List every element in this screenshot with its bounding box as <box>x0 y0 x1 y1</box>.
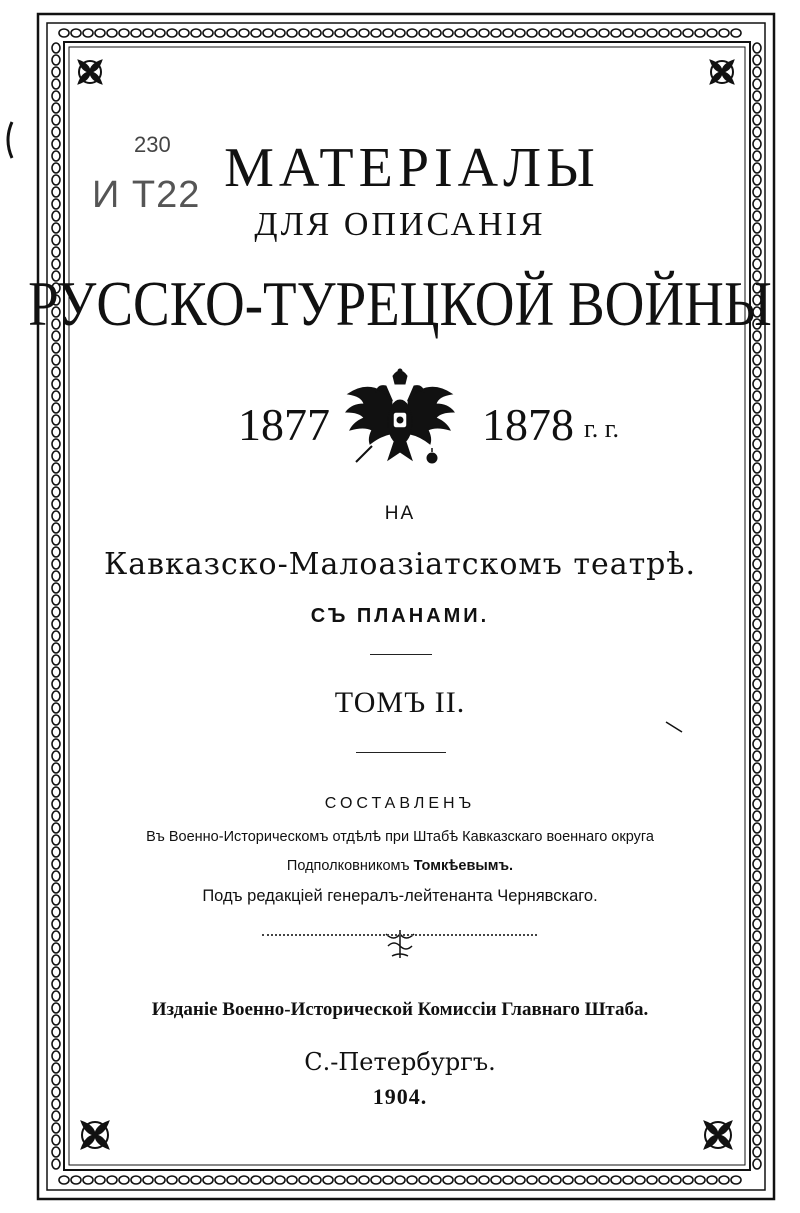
chain-link <box>753 1075 761 1085</box>
chain-link <box>52 403 60 413</box>
chain-link <box>753 751 761 761</box>
chain-link <box>753 127 761 137</box>
chain-link <box>52 259 60 269</box>
chain-link <box>203 1176 213 1184</box>
chain-link <box>753 259 761 269</box>
chain-link <box>731 1176 741 1184</box>
chain-link <box>52 955 60 965</box>
chain-link <box>659 1176 669 1184</box>
chain-link <box>71 29 81 37</box>
chain-link <box>143 1176 153 1184</box>
chain-link <box>753 403 761 413</box>
chain-link <box>753 391 761 401</box>
chain-link <box>107 29 117 37</box>
editor-line: Подъ редакціей генералъ-лейтенанта Чернявскаго. <box>202 887 598 905</box>
chain-link <box>753 1159 761 1169</box>
chain-link <box>287 29 297 37</box>
chain-link <box>753 475 761 485</box>
chain-link <box>52 931 60 941</box>
chain-link <box>635 29 645 37</box>
chain-link <box>527 1176 537 1184</box>
chain-link <box>52 1111 60 1121</box>
chain-link <box>52 463 60 473</box>
chain-link <box>753 907 761 917</box>
chain-link <box>59 29 69 37</box>
chain-link <box>179 1176 189 1184</box>
corner-ornament-top-left <box>78 60 102 84</box>
chain-link <box>335 29 345 37</box>
chain-link <box>515 1176 525 1184</box>
chain-link <box>623 29 633 37</box>
chain-link <box>683 29 693 37</box>
chain-link <box>52 55 60 65</box>
chain-link <box>753 763 761 773</box>
chain-link <box>323 1176 333 1184</box>
chain-link <box>52 415 60 425</box>
corner-ornament-bottom-left <box>81 1121 109 1149</box>
chain-link <box>719 29 729 37</box>
chain-link <box>753 1039 761 1049</box>
chain-link <box>753 451 761 461</box>
chain-link <box>753 727 761 737</box>
divider-2 <box>356 752 446 753</box>
chain-link <box>563 29 573 37</box>
divider-1 <box>370 654 432 655</box>
chain-link <box>371 1176 381 1184</box>
chain-link <box>263 29 273 37</box>
corner-ornament-bottom-right <box>704 1121 732 1149</box>
chain-link <box>95 29 105 37</box>
chain-link <box>407 29 417 37</box>
chain-link <box>155 29 165 37</box>
library-stamp-code: И Т22 <box>92 174 201 216</box>
chain-link <box>52 103 60 113</box>
chain-link <box>479 29 489 37</box>
chain-link <box>753 379 761 389</box>
chain-link <box>753 367 761 377</box>
corner-ornament-top-right <box>710 60 734 84</box>
chain-link <box>155 1176 165 1184</box>
chain-link <box>753 439 761 449</box>
chain-link <box>52 127 60 137</box>
chain-link <box>419 1176 429 1184</box>
chain-link <box>335 1176 345 1184</box>
chain-link <box>311 29 321 37</box>
chain-link <box>443 29 453 37</box>
chain-link <box>52 847 60 857</box>
chain-link <box>52 751 60 761</box>
chain-link <box>52 451 60 461</box>
double-headed-eagle-icon <box>346 369 454 463</box>
chain-link <box>753 1135 761 1145</box>
library-stamp-number: 230 <box>134 132 171 157</box>
chain-link <box>52 535 60 545</box>
chain-link <box>671 1176 681 1184</box>
chain-link <box>753 247 761 257</box>
chain-link <box>52 487 60 497</box>
chain-link <box>52 43 60 53</box>
compiled-heading: СОСТАВЛЕНЪ <box>324 795 476 812</box>
chain-link <box>753 91 761 101</box>
chain-link <box>52 115 60 125</box>
chain-link <box>587 29 597 37</box>
chain-link <box>599 29 609 37</box>
chain-link <box>52 775 60 785</box>
chain-link <box>311 1176 321 1184</box>
chain-link <box>179 29 189 37</box>
chain-link <box>695 1176 705 1184</box>
city: С.-Петербургъ. <box>304 1048 496 1076</box>
chain-link <box>527 29 537 37</box>
stray-mark <box>666 722 682 732</box>
year-end: 1878 <box>482 399 574 450</box>
chain-link <box>431 29 441 37</box>
chain-link <box>515 29 525 37</box>
chain-link <box>52 967 60 977</box>
chain-link <box>227 29 237 37</box>
chain-link <box>539 29 549 37</box>
title-subtitle: ДЛЯ ОПИСАНІЯ <box>254 206 546 243</box>
chain-link <box>753 427 761 437</box>
chain-link <box>503 1176 513 1184</box>
years-suffix: г. г. <box>584 414 619 443</box>
chain-link <box>753 583 761 593</box>
chain-link <box>753 523 761 533</box>
chain-link <box>753 1111 761 1121</box>
chain-link <box>71 1176 81 1184</box>
chain-link <box>52 1147 60 1157</box>
chain-link <box>707 29 717 37</box>
chain-link <box>347 1176 357 1184</box>
chain-link <box>299 1176 309 1184</box>
chain-link <box>611 29 621 37</box>
chain-link <box>695 29 705 37</box>
chain-link <box>753 919 761 929</box>
chain-link <box>52 91 60 101</box>
chain-link <box>263 1176 273 1184</box>
chain-link <box>275 1176 285 1184</box>
author-name: Томкѣевымъ. <box>413 858 514 874</box>
chain-link <box>753 931 761 941</box>
compiled-author-line <box>0 859 800 874</box>
chain-link <box>52 667 60 677</box>
chain-link <box>731 29 741 37</box>
chain-link <box>551 1176 561 1184</box>
chain-link <box>167 29 177 37</box>
chain-link <box>753 775 761 785</box>
chain-link <box>107 1176 117 1184</box>
chain-link <box>52 67 60 77</box>
chain-link <box>647 1176 657 1184</box>
chain-link <box>52 343 60 353</box>
chain-link <box>239 29 249 37</box>
chain-link <box>753 79 761 89</box>
chain-link <box>52 247 60 257</box>
chain-link <box>287 1176 297 1184</box>
chain-link <box>119 29 129 37</box>
chain-link <box>52 1135 60 1145</box>
year-start: 1877 <box>238 399 330 450</box>
chain-link <box>131 29 141 37</box>
chain-link <box>753 67 761 77</box>
chain-link <box>753 739 761 749</box>
chain-link <box>52 583 60 593</box>
chain-link <box>753 955 761 965</box>
chain-link <box>52 79 60 89</box>
chain-link <box>275 29 285 37</box>
chain-link <box>753 979 761 989</box>
chain-link <box>359 1176 369 1184</box>
chain-link <box>383 1176 393 1184</box>
chain-link <box>52 727 60 737</box>
publisher: Изданіе Военно-Исторической Комиссіи Главнаго Штаба. <box>151 999 649 1020</box>
chain-link <box>383 29 393 37</box>
chain-link <box>251 29 261 37</box>
chain-link <box>491 1176 501 1184</box>
chain-link <box>599 1176 609 1184</box>
chain-link <box>95 1176 105 1184</box>
chain-link <box>52 811 60 821</box>
author-rank: Подполковникомъ <box>286 858 410 874</box>
chain-link <box>52 631 60 641</box>
chain-link <box>52 943 60 953</box>
chain-link <box>371 29 381 37</box>
chain-link <box>503 29 513 37</box>
chain-link <box>587 1176 597 1184</box>
chain-link <box>539 1176 549 1184</box>
chain-link <box>753 55 761 65</box>
chain-link <box>52 391 60 401</box>
chain-link <box>203 29 213 37</box>
chain-link <box>753 1123 761 1133</box>
chain-link <box>563 1176 573 1184</box>
chain-link <box>52 739 60 749</box>
chain-link <box>52 763 60 773</box>
chain-link <box>455 1176 465 1184</box>
chain-link <box>753 1027 761 1037</box>
chain-link <box>683 1176 693 1184</box>
chain-link <box>753 631 761 641</box>
chain-link <box>623 1176 633 1184</box>
chain-link <box>52 655 60 665</box>
chain-link <box>753 115 761 125</box>
chain-link <box>251 1176 261 1184</box>
chain-link <box>83 29 93 37</box>
chain-link <box>52 1075 60 1085</box>
chain-link <box>753 967 761 977</box>
chain-link <box>753 811 761 821</box>
chain-link <box>347 29 357 37</box>
chain-link <box>753 343 761 353</box>
chain-link <box>191 1176 201 1184</box>
chain-link <box>707 1176 717 1184</box>
chain-link <box>52 907 60 917</box>
chain-link <box>59 1176 69 1184</box>
chain-link <box>143 29 153 37</box>
chain-link <box>753 655 761 665</box>
chain-link <box>753 643 761 653</box>
chain-link <box>167 1176 177 1184</box>
chain-link <box>119 1176 129 1184</box>
chain-link <box>551 29 561 37</box>
chain-link <box>52 355 60 365</box>
chain-link <box>52 979 60 989</box>
publication-year: 1904. <box>372 1084 428 1109</box>
chain-link <box>407 1176 417 1184</box>
chain-link <box>635 1176 645 1184</box>
chain-link <box>359 29 369 37</box>
chain-link <box>83 1176 93 1184</box>
chain-link <box>753 103 761 113</box>
chain-link <box>455 29 465 37</box>
chain-link <box>753 943 761 953</box>
volume: ТОМЪ II. <box>334 686 466 719</box>
chain-link <box>52 643 60 653</box>
chain-link <box>239 1176 249 1184</box>
chain-link <box>299 29 309 37</box>
chain-link <box>753 535 761 545</box>
with-plans: СЪ ПЛАНАМИ. <box>310 605 490 627</box>
chain-link <box>395 1176 405 1184</box>
chain-link <box>52 439 60 449</box>
chain-link <box>52 523 60 533</box>
preposition-na: НА <box>384 503 416 524</box>
chain-link <box>753 487 761 497</box>
chain-link <box>52 367 60 377</box>
chain-link <box>575 1176 585 1184</box>
chain-link <box>215 1176 225 1184</box>
chain-link <box>753 43 761 53</box>
chain-link <box>131 1176 141 1184</box>
chain-link <box>753 667 761 677</box>
dotted-divider <box>262 934 537 936</box>
chain-link <box>753 595 761 605</box>
title-main: МАТЕРІАЛЫ <box>224 137 600 199</box>
chain-link <box>753 1147 761 1157</box>
chain-link <box>443 1176 453 1184</box>
chain-link <box>719 1176 729 1184</box>
chain-link <box>491 29 501 37</box>
chain-link <box>52 1027 60 1037</box>
chain-link <box>467 29 477 37</box>
chain-link <box>467 1176 477 1184</box>
chain-link <box>215 29 225 37</box>
chain-link <box>753 355 761 365</box>
compiled-department: Въ Военно-Историческомъ отдѣлѣ при Штабѣ Кавказскаго военнаго округа <box>146 829 654 845</box>
chain-link <box>671 29 681 37</box>
chain-link <box>52 1159 60 1169</box>
theatre-line: Кавказско-Малоазіатскомъ театрѣ. <box>103 547 697 582</box>
chain-link <box>431 1176 441 1184</box>
chain-link <box>575 29 585 37</box>
chain-link <box>52 595 60 605</box>
chain-link <box>753 415 761 425</box>
chain-link <box>52 475 60 485</box>
chain-link <box>611 1176 621 1184</box>
chain-link <box>753 847 761 857</box>
chain-link <box>52 1123 60 1133</box>
title-war: РУССКО-ТУРЕЦКОЙ ВОЙНЫ <box>28 268 772 339</box>
chain-link <box>753 463 761 473</box>
chain-link <box>191 29 201 37</box>
chain-link <box>647 29 657 37</box>
chain-link <box>52 379 60 389</box>
chain-link <box>419 29 429 37</box>
chain-link <box>323 29 333 37</box>
chain-link <box>227 1176 237 1184</box>
chain-link <box>479 1176 489 1184</box>
chain-link <box>659 29 669 37</box>
chain-link <box>52 1039 60 1049</box>
chain-link <box>52 427 60 437</box>
chain-link <box>395 29 405 37</box>
chain-link <box>52 919 60 929</box>
